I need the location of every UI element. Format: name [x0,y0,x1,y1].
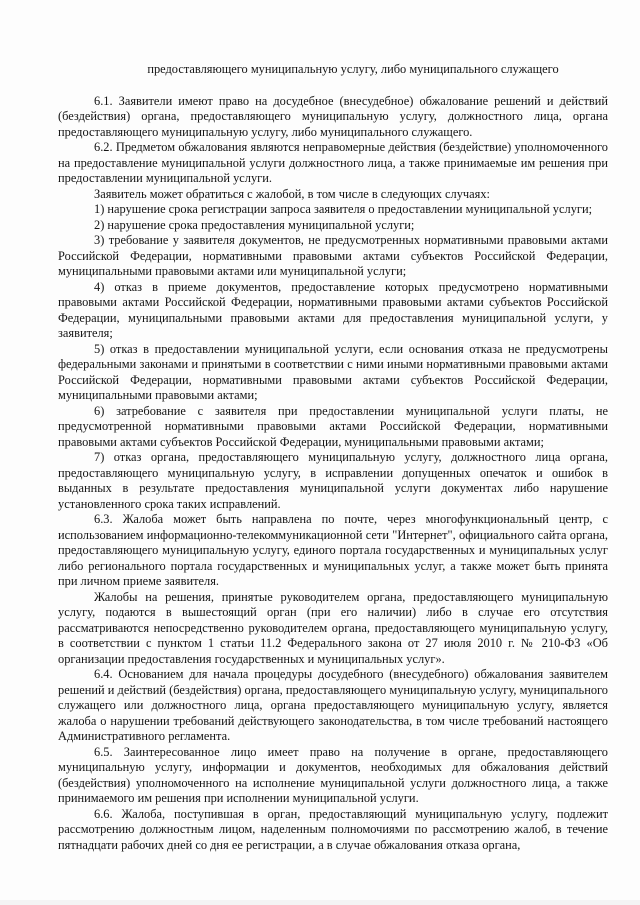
paragraph-6-3: 6.3. Жалоба может быть направлена по почте, через многофункциональный центр, с использованием информационно-телекоммуникационной сети "Интернет", официального сайта органа, предоставляющего муниципальную услугу, единого портала государственных и муниципальных услуг либо регионального портала государственных и муниципальных услуг, а также может быть принята при личном приеме заявителя. [58,512,608,588]
list-item-2: 2) нарушение срока предоставления муниципальной услуги; [94,217,415,232]
list-item-5: 5) отказ в предоставлении муниципальной услуги, если основания отказа не предусмотрены федеральными законами и принятыми в соответствии с ними иными нормативными правовыми актами Российской Федерации, нормативными правовыми актами субъектов Российской Федерации, муниципальными правовыми актами; [58,341,608,402]
paragraph-6-4: 6.4. Основанием для начала процедуры досудебного (внесудебного) обжалования заявителем решений и действий (бездействия) органа, предоставляющего муниципальную услугу, муниципального служащего или должностного лица, органа предоставляющего муниципальную услугу, является жалоба о нарушении требований действующего законодательства, в том числе требований настоящего Административного регламента. [58,667,608,743]
list-item-1: 1) нарушение срока регистрации запроса заявителя о предоставлении муниципальной услуги; [94,202,593,216]
section-heading: предоставляющего муниципальную услугу, либо муниципального служащего [147,62,559,76]
scan-bottom-edge [0,900,640,905]
list-item-4: 4) отказ в приеме документов, предоставление которых предусмотрено нормативными правовыми актами Российской Федерации, нормативными правовыми актами субъектов Российской Федерации, муниципальными правовыми актами для предоставления муниципальной услуги, у заявителя; [58,279,608,340]
paragraph-6-5: 6.5. Заинтересованное лицо имеет право на получение в органе, предоставляющего муниципальную услугу, информации и документов, необходимых для обжалования действий (бездействия) уполномоченного на исполнение муниципальной услуги должностного лица, а также принимаемого им решения при исполнении муниципальной услуги. [58,744,608,805]
paragraph-6-1: 6.1. Заявители имеют право на досудебное (внесудебное) обжалование решений и действий (бездействия) органа, предоставляющего муниципальную услугу, должностного лица, органа предоставляющего муниципальную услугу, либо муниципального служащего. [58,93,608,139]
list-item-6: 6) затребование с заявителя при предоставлении муниципальной услуги платы, не предусмотренной нормативными правовыми актами Российской Федерации, нормативными правовыми актами субъектов Российской Федерации, муниципальными правовыми актами; [58,403,608,449]
paragraph-6-2: 6.2. Предметом обжалования являются неправомерные действия (бездействие) уполномоченного на предоставление муниципальной услуги должностного лица, а также принимаемые им решения при предоставлении муниципальной услуги. [58,140,608,185]
document-body [58,62,608,853]
list-item-7: 7) отказ органа, предоставляющего муниципальную услугу, должностного лица органа, предоставляющего муниципальную услугу, в исправлении допущенных опечаток и ошибок в выданных в результате предоставления муниципальной услуги документах либо нарушение установленного срока таких исправлений. [58,450,608,511]
paragraph-cases-intro: Заявитель может обратиться с жалобой, в том числе в следующих случаях: [94,186,490,201]
paragraph-complaints-head: Жалобы на решения, принятые руководителем органа, предоставляющего муниципальную услугу, подаются в вышестоящий орган (при его наличии) либо в случае его отсутствия рассматриваются непосредственно руководителем органа, предоставляющего муниципальную услугу, в соответствии с пунктом 1 статьи 11.2 Федерального закона от 27 июля 2010 г. № 210-ФЗ «Об организации предоставления государственных и муниципальных услуг». [58,589,608,666]
paragraph-6-6: 6.6. Жалоба, поступившая в орган, предоставляющий муниципальную услугу, подлежит рассмотрению должностным лицом, наделенным полномочиями по рассмотрению жалоб, в течение пятнадцати рабочих дней со дня ее регистрации, а в случае обжалования отказа органа, [58,806,608,852]
list-item-3: 3) требование у заявителя документов, не предусмотренных нормативными правовыми актами Российской Федерации, нормативными правовыми актами субъектов Российской Федерации, муниципальными правовыми актами или муниципальной услуги; [58,233,608,278]
